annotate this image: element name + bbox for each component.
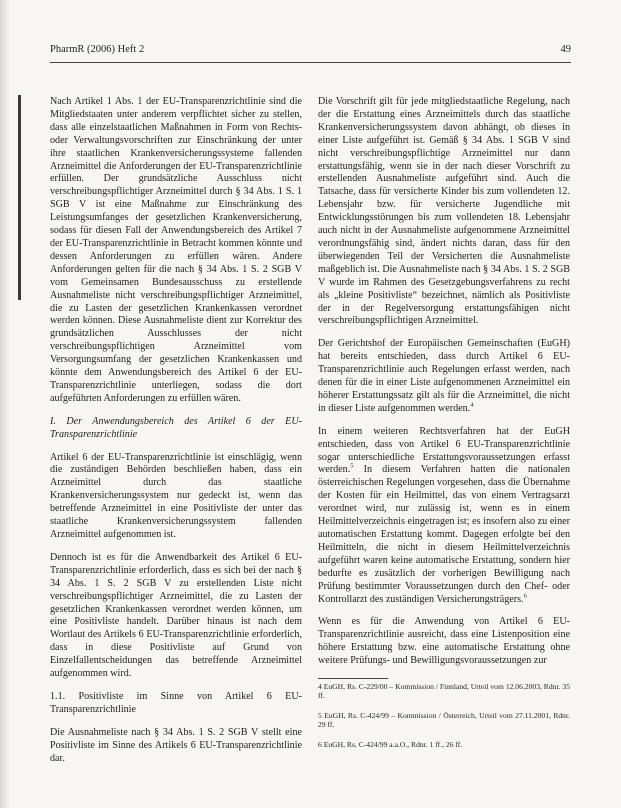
footnote: 5 EuGH, Rs. C-424/99 – Kommission / Österreich, Urteil vom 27.11.2001, Rdnr. 29 ff. xyxy=(318,710,570,730)
section-heading: I. Der Anwendungsbereich des Artikel 6 der EU-Transparenzrichtlinie xyxy=(50,415,302,440)
footnote-rule xyxy=(318,678,388,679)
left-column xyxy=(50,96,302,776)
paragraph-text: Der Gerichtshof der Europäischen Gemeinschaften (EuGH) hat bereits entschieden, dass durch Artikel 6 EU-Transparenzrichtlinie auch Regelungen erfasst werden, nach denen für die in einer Liste aufgenommenen Arzneimittel ein höherer Erstattungssatz gilt als für die Arzneimittel, die nicht in dieser Liste aufgenommen werden. xyxy=(318,338,570,414)
margin-bar xyxy=(18,95,21,300)
paragraph xyxy=(318,338,570,415)
footnote-ref: 5 xyxy=(350,463,354,471)
running-header xyxy=(50,44,571,60)
subsection-heading: 1.1. Positivliste im Sinne von Artikel 6 EU-Transparenzrichtlinie xyxy=(50,690,302,715)
footnote-ref: 6 xyxy=(523,592,527,600)
paragraph xyxy=(318,426,570,607)
page-number: 49 xyxy=(560,44,571,55)
paragraph: Dennoch ist es für die Anwendbarkeit des Artikel 6 EU-Transparenzrichtlinie erforderlich, dass es sich bei der nach § 34 Abs. 1 S. 2 SGB V zu erstellenden Liste nicht verschreibungspflichtiger Arzneimittel, die zu Lasten der gesetzlichen Krankenkassen verordnet werden können, um eine Positivliste handelt. Darüber hinaus ist nach dem Wortlaut des Artikels 6 EU-Transparenzrichtlinie erforderlich, dass in diese Positivliste auf Grund von Einzelfallentscheidungen das betreffende Arzneimittel aufgenommen wird. xyxy=(50,551,302,680)
paragraph: Wenn es für die Anwendung von Artikel 6 EU-Transparenzrichtlinie ausreicht, dass eine Listenposition eine höhere Erstattung bzw. eine automatische Erstattung ohne weitere Prüfungs- und Bewilligungsvoraussetzungen zur xyxy=(318,616,570,667)
scan-edge xyxy=(0,0,10,808)
paragraph: Die Ausnahmeliste nach § 34 Abs. 1 S. 2 SGB V stellt eine Positivliste im Sinne des Artikels 6 EU-Transparenzrichtlinie dar. xyxy=(50,726,302,764)
paragraph-text: In diesem Verfahren hatten die nationalen österreichischen Regelungen vorgesehen, dass die Übernahme der Kosten für ein Heilmittel, das von einem Vertragsarzt verordnet wird, nur zulässig ist, wenn es in einem Heilmittelverzeichnis eingetragen ist; es insofern also zu einer automatischen Erstattung kommt. Dagegen erfolgte bei den Heilmitteln, die nicht in diesem Heilmittelverzeichnis aufgeführt waren keine automatische Erstattung, sondern hier bedurfte es zusätzlich der vorherigen Bewilligung nach Prüfung bestimmter Voraussetzungen durch den Chef- oder Kontrollarzt des zuständigen Versicherungsträgers. xyxy=(318,464,570,605)
journal-title: PharmR (2006) Heft 2 xyxy=(50,44,145,55)
paragraph: Die Vorschrift gilt für jede mitgliedstaatliche Regelung, nach der die Erstattung eines Arzneimittels durch das staatliche Krankenversicherungssystem davon abhängt, ob dieses in einer Liste aufgeführt ist. Gemäß § 34 Abs. 1 SGB V sind nicht verschreibungspflichtige Arzneimittel nur dann erstattungsfähig, wenn sie in der nach dieser Vorschrift zu erstellenden Ausnahmeliste aufgeführt sind. Auch die Tatsache, dass für versicherte Kinder bis zum vollendeten 12. Lebensjahr bzw. für versicherte Jugendliche mit Entwicklungsstörungen bis zum vollendeten 18. Lebensjahr auch nicht in der Ausnahmeliste aufgenommene Arzneimittel verordnungsfähig sind, ändert nichts daran, dass für den überwiegenden Teil der Versicherten die Ausnahmeliste maßgeblich ist. Die Ausnahmeliste nach § 34 Abs. 1 S. 2 SGB V wurde im Rahmen des Gesetzgebungsverfahrens zu recht als „kleine Positivliste“ bezeichnet, nämlich als Positivliste der in der Regelversorgung erstattungsfähigen nicht verschreibungspflichtigen Arzneimittel. xyxy=(318,96,570,327)
footnote-ref: 4 xyxy=(470,401,474,409)
paragraph-text: In einem weiteren Rechtsverfahren hat der EuGH entschieden, dass von Artikel 6 EU-Transparenzrichtlinie sogar unterschiedliche Erstattungsvoraussetzungen erfasst werden. xyxy=(318,425,570,476)
footnote: 6 EuGH, Rs. C-424/99 a.a.O., Rdnr. 1 ff., 26 ff. xyxy=(318,739,463,749)
header-rule xyxy=(50,62,571,63)
footnote: 4 EuGH, Rs. C-229/00 – Kommission / Finnland, Urteil vom 12.06.2003, Rdnr. 35 ff. xyxy=(318,682,570,701)
paragraph: Artikel 6 der EU-Transparenzrichtlinie ist einschlägig, wenn die zuständigen Behörden beschließen haben, dass ein Arzneimittel durch das staatliche Krankenversicherungssystem nur gedeckt ist, wenn das betreffende Arzneimittel in eine Positivliste der unter das staatliche Krankenversicherungssystem fallenden Arzneimittel aufgenommen ist. xyxy=(50,451,302,540)
paragraph: Nach Artikel 1 Abs. 1 der EU-Transparenzrichtlinie sind die Mitgliedstaaten unter anderem verpflichtet sicher zu stellen, dass alle einzelstaatlichen Maßnahmen in Form von Rechts- oder Verwaltungsvorschriften zur Einschränkung der unter ihre staatlichen Krankenversicherungssysteme fallenden Arzneimittel die Anforderungen der EU-Transparenzrichtlinie erfüllen. Der grundsätzliche Ausschluss nicht verschreibungspflichtiger Arzneimittel durch § 34 Abs. 1 S. 1 SGB V ist eine Maßnahme zur Einschränkung des Leistungsumfanges der gesetzlichen Krankenversicherung, sodass für diesen Fall der Anwendungsbereich des Artikel 7 der EU-Transparenzrichtlinie in Betracht kommen könnte und dessen Anforderungen zu erfüllen wären. Andere Anforderungen gelten für die nach § 34 Abs. 1 S. 2 SGB V vom Gemeinsamen Bundesausschuss zu erstellende Ausnahmeliste nicht verschreibungspflichtiger Arzneimittel, die zu Lasten der gesetzlichen Krankenkassen verordnet werden können. Diese Ausnahmeliste dient zur Korrektur des grundsätzlichen Ausschlusses der nicht verschreibungspflichtigen Arzneimittel vom Versorgungsumfang der gesetzlichen Krankenkassen und könnte dem Anwendungsbereich des Artikel 6 der EU-Transparenzrichtlinie unterliegen, sodass die dort aufgeführten Anforderungen zu erfüllen wären. xyxy=(50,96,302,404)
right-column xyxy=(318,96,570,759)
